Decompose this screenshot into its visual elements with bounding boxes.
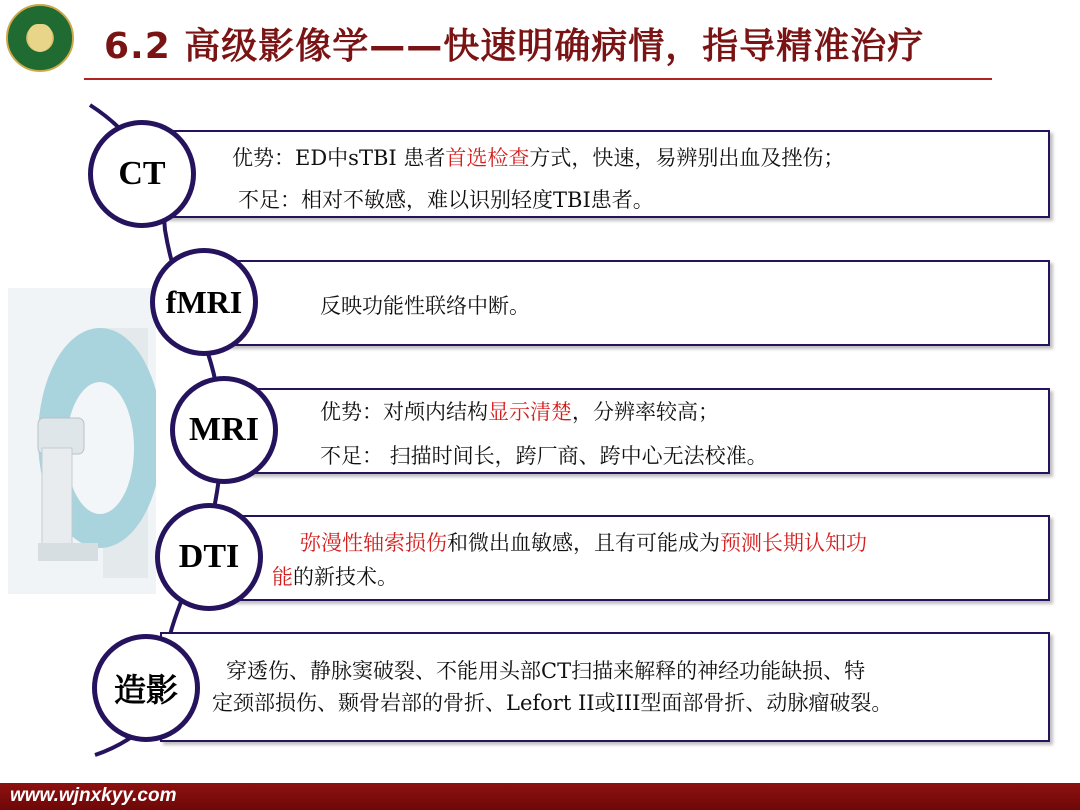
mri-line-2: 不足： 扫描时间长，跨厂商、跨中心无法校准。	[320, 444, 768, 468]
footer-url[interactable]: www.wjnxkyy.com	[10, 785, 177, 806]
ct-scanner-image	[8, 288, 156, 594]
footer-bar	[0, 783, 1080, 810]
mri-line-1: 优势：对颅内结构显示清楚，分辨率较高；	[320, 400, 719, 424]
circle-fmri: fMRI	[150, 248, 258, 356]
ct-line-1: 优势：ED中sTBI 患者首选检查方式，快速，易辨别出血及挫伤；	[232, 146, 845, 170]
dti-line-2: 能的新技术。	[272, 565, 398, 589]
circle-mri: MRI	[170, 376, 278, 484]
circle-dti: DTI	[155, 503, 263, 611]
angio-line-2: 定颈部损伤、颞骨岩部的骨折、Lefort II或III型面部骨折、动脉瘤破裂。	[212, 691, 893, 715]
fmri-line-1: 反映功能性联络中断。	[320, 294, 530, 318]
dti-line-1: 弥漫性轴索损伤和微出血敏感，且有可能成为预测长期认知功	[300, 531, 867, 555]
angio-line-1: 穿透伤、静脉窦破裂、不能用头部CT扫描来解释的神经功能缺损、特	[226, 659, 866, 683]
circle-ct: CT	[88, 120, 196, 228]
circle-angiography: 造影	[92, 634, 200, 742]
ct-line-2: 不足：相对不敏感，难以识别轻度TBI患者。	[238, 188, 654, 212]
page-title: 6.2 高级影像学——快速明确病情，指导精准治疗	[104, 26, 925, 67]
